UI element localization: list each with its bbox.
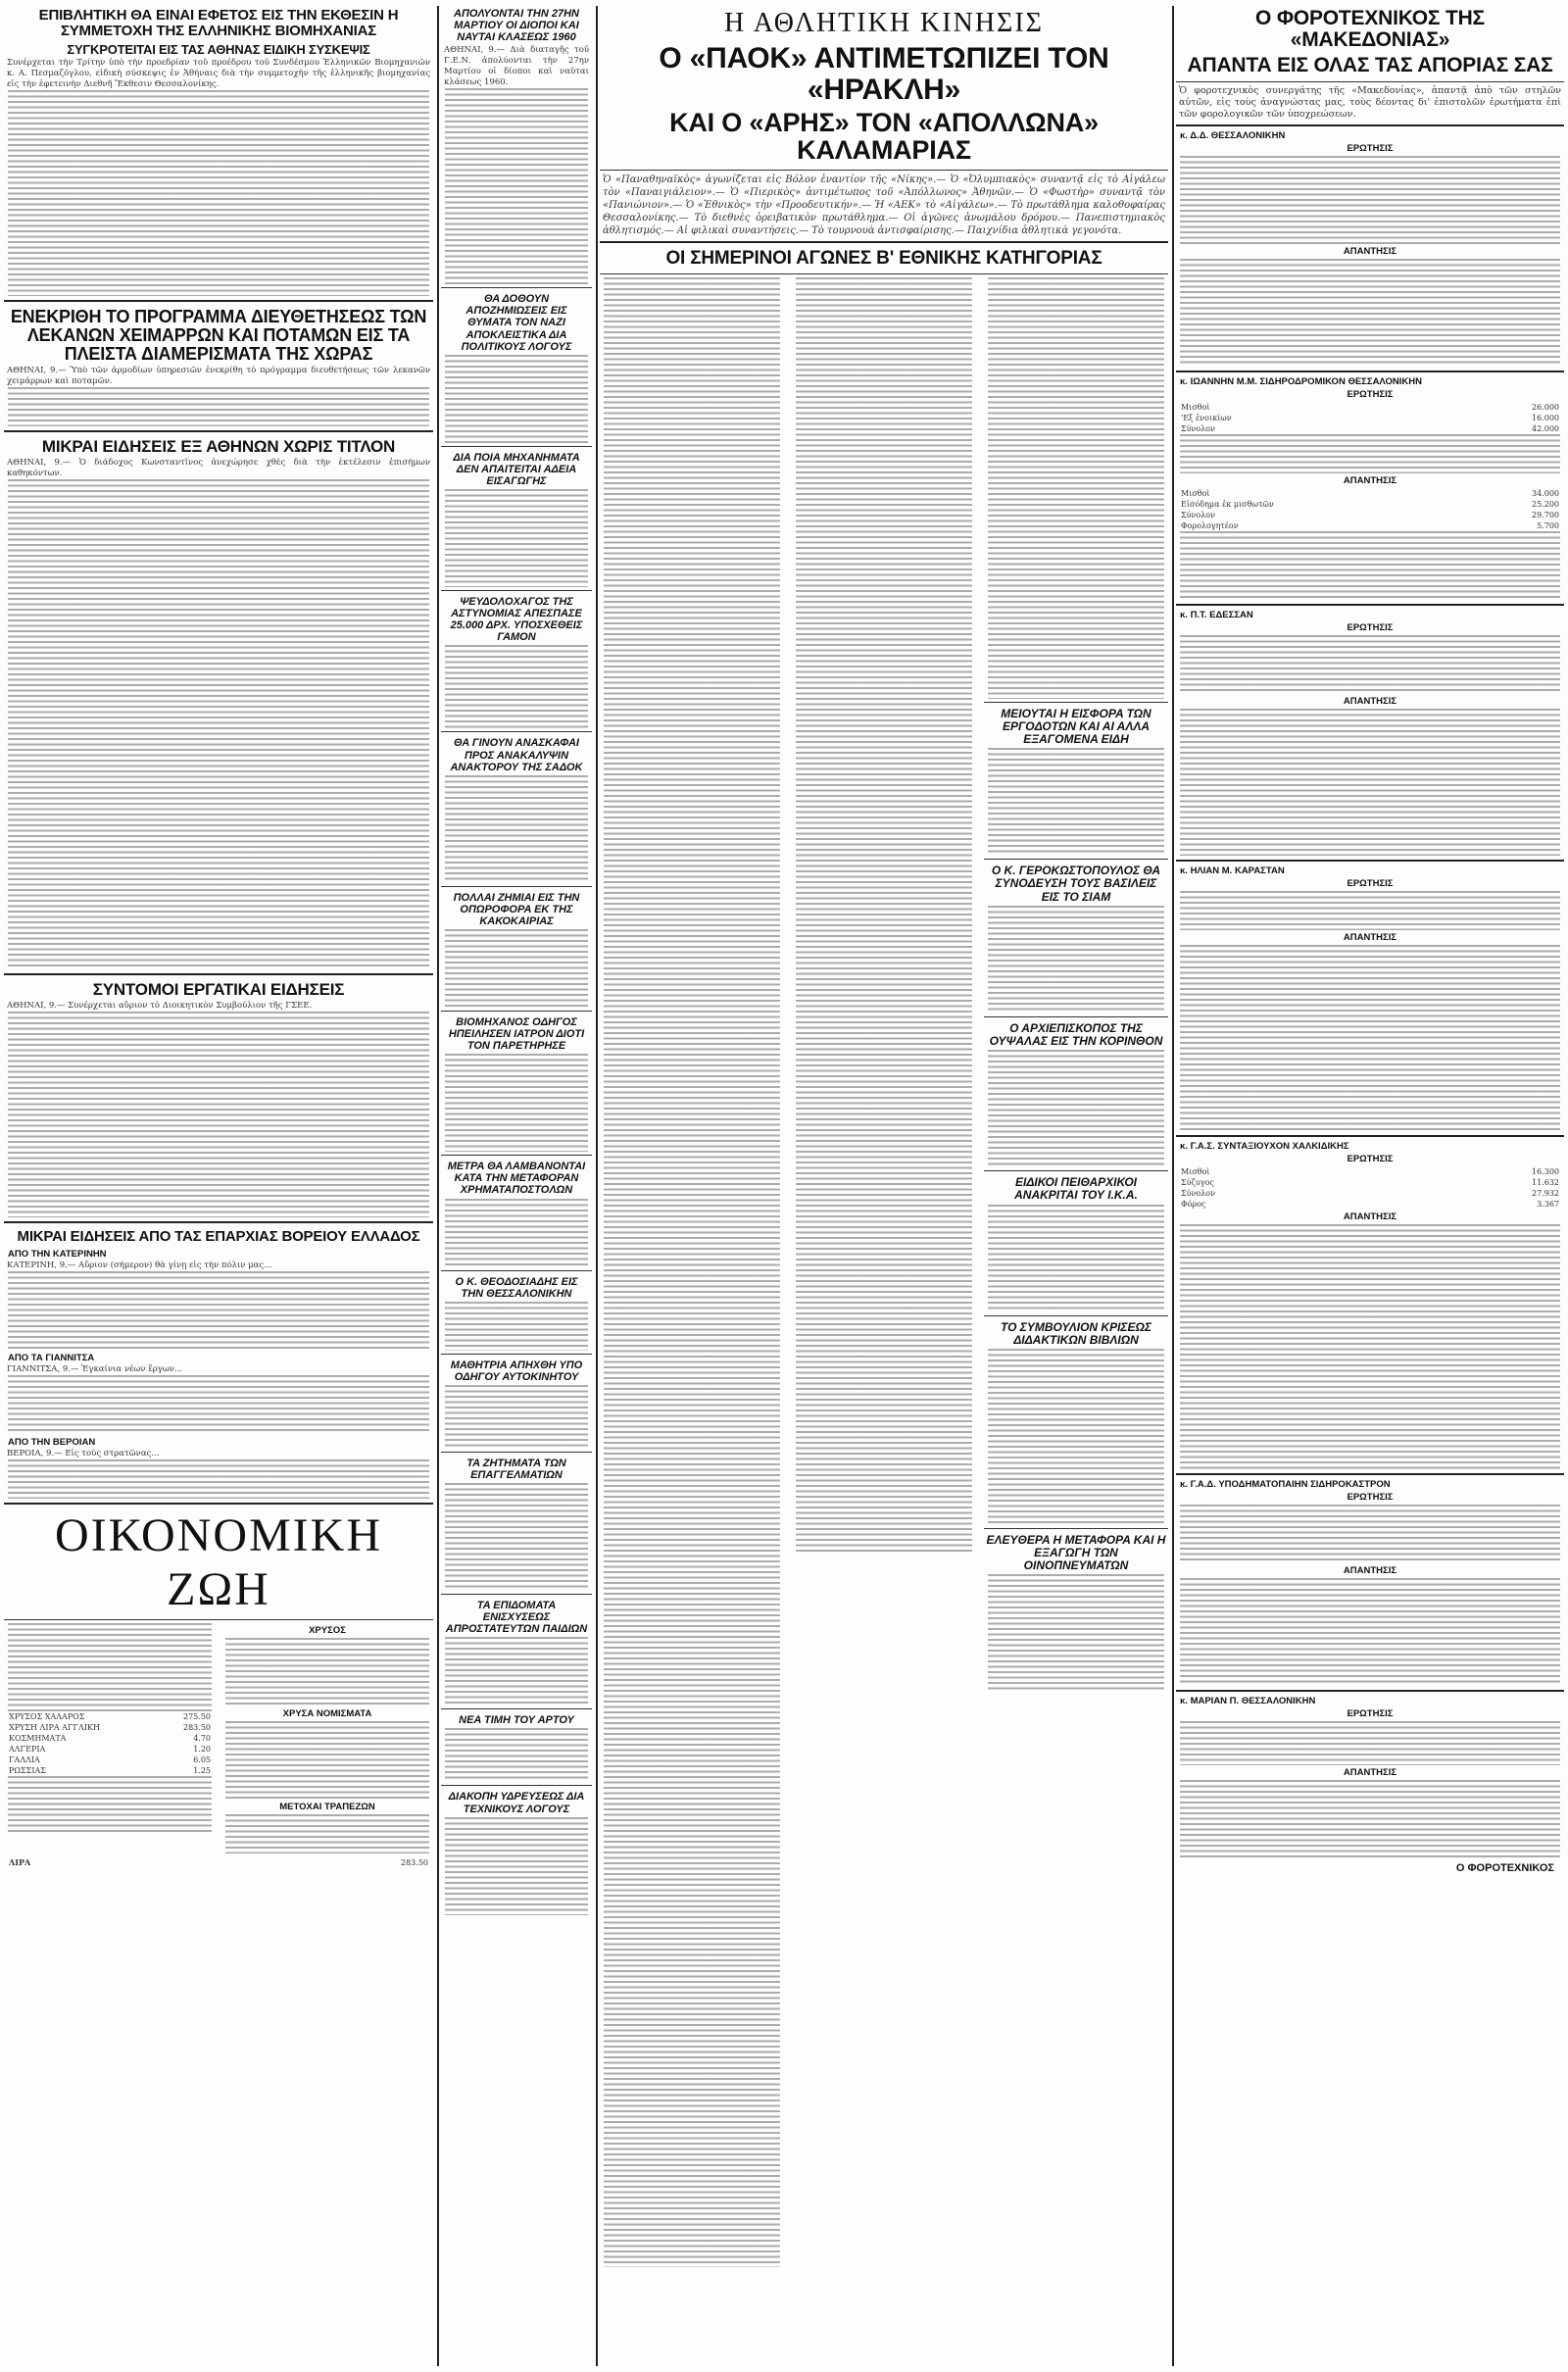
- sports-col-c: [984, 277, 1168, 2267]
- article-machinery-body: [445, 489, 588, 587]
- headline-exhibition: ΕΠΙΒΛΗΤΙΚΗ ΘΑ ΕΙΝΑΙ ΕΦΕΤΟΣ ΕΙΣ ΤΗΝ ΕΚΘΕΣΙΝ Η ΣΥΜΜΕΤΟΧΗ ΤΗΣ ΕΛΛΗΝΙΚΗΣ ΒΙΟΜΗΧΑΝΙΑΣ: [38, 7, 399, 39]
- row-value: 25.200: [1532, 500, 1559, 510]
- article-labor-body: [8, 1012, 429, 1217]
- row-value: 27.932: [1532, 1189, 1559, 1199]
- article-torrents-body: [8, 387, 429, 426]
- row-label: Σύνολον: [1181, 1189, 1215, 1199]
- row-value: 42.000: [1532, 424, 1559, 434]
- answer-text: [1180, 1224, 1560, 1469]
- answer-text: [1180, 945, 1560, 1131]
- row-label: ΓΑΛΛΙΑ: [9, 1755, 40, 1765]
- headline-ika: ΕΙΔΙΚΟΙ ΠΕΙΘΑΡΧΙΚΟΙ ΑΝΑΚΡΙΤΑΙ ΤΟΥ Ι.Κ.Α.: [1014, 1175, 1138, 1203]
- sports-body: [600, 277, 1168, 2267]
- headline-gerokostopoulos: Ο Κ. ΓΕΡΟΚΩΣΤΟΠΟΥΛΟΣ ΘΑ ΣΥΝΟΔΕΥΣΗ ΤΟΥΣ ΒΑΣΙΛΕΙΣ ΕΙΣ ΤΟ ΣΙΑΜ: [991, 864, 1161, 904]
- divider: [984, 859, 1168, 860]
- row-label: ΡΩΣΣΙΑΣ: [9, 1766, 46, 1776]
- article-spirits-body: [988, 1574, 1164, 1692]
- column-2: [441, 6, 592, 2366]
- article-water-cut-body: [445, 1817, 588, 1915]
- headline-paok: Ο «ΠΑΟΚ» ΑΝΤΙΜΕΤΩΠΙΖΕΙ ΤΟΝ «ΗΡΑΚΛΗ»: [659, 42, 1109, 106]
- headline-labor-news: ΣΥΝΤΟΜΟΙ ΕΡΓΑΤΙΚΑΙ ΕΙΔΗΣΕΙΣ: [92, 979, 345, 999]
- article-giannitsa-body: [8, 1375, 429, 1434]
- question-label: ΕΡΩΤΗΣΙΣ: [1347, 143, 1394, 155]
- tax-question-6: κ. Γ.Α.Δ. ΥΠΟΔΗΜΑΤΟΠΑΙΗΝ ΣΙΔΗΡΟΚΑΣΤΡΟΝ: [1180, 1479, 1391, 1491]
- table-row: [1181, 1166, 1559, 1177]
- row-value: 1.25: [193, 1766, 211, 1776]
- divider: [1176, 124, 1564, 126]
- table-row: [1181, 423, 1559, 434]
- divider: [441, 1452, 592, 1453]
- answer-text: [1180, 259, 1560, 367]
- article-katerini: ΚΑΤΕΡΙΝΗ, 9.— Αὔριον (σήμερον) θὰ γίνῃ εἰς τὴν πόλιν μας...: [7, 1260, 272, 1271]
- question-label: ΕΡΩΤΗΣΙΣ: [1347, 622, 1394, 634]
- headline-excavations: ΘΑ ΓΙΝΟΥΝ ΑΝΑΣΚΑΦΑΙ ΠΡΟΣ ΑΝΑΚΑΛΥΨΙΝ ΑΝΑΚΤΟΡΟΥ ΤΗΣ ΣΑΔΟΚ: [450, 737, 583, 773]
- headline-employer-contribution: ΜΕΙΟΥΤΑΙ Η ΕΙΣΦΟΡΑ ΤΩΝ ΕΡΓΟΔΟΤΩΝ ΚΑΙ ΑΙ ΑΛΛΑ ΕΞΑΓΟΜΕΝΑ ΕΙΔΗ: [1001, 706, 1152, 746]
- sports-text: [604, 277, 780, 2267]
- article-athens-brief-body: [8, 479, 429, 969]
- question-label: ΕΡΩΤΗΣΙΣ: [1347, 1154, 1394, 1165]
- subhead-giannitsa: ΑΠΟ ΤΑ ΓΙΑΝΝΙΤΣΑ: [8, 1353, 95, 1364]
- economic-life-masthead: ΟΙΚΟΝΟΜΙΚΗ ΖΩΗ: [55, 1509, 382, 1616]
- row-label: ΧΡΥΣΟΣ ΧΑΛΑΡΟΣ: [9, 1712, 85, 1722]
- economic-left: [4, 1623, 216, 1853]
- article-exhibition-lead: Συνέρχεται τὴν Τρίτην ὑπὸ τὴν προεδρίαν τοῦ προέδρου τοῦ Συνδέσμου Ἑλληνικῶν Βιομηχανιῶν κ. Α. Πεσμαζόγλου, εἰδικὴ σύσκεψις ἐν Ἀθήναις διὰ τὴν συμμετοχὴν τῆς ἑλληνικῆς βιομηχανίας εἰς τὴν ἐφετεινὴν Διεθνῆ Ἔκθεσιν Θεσσαλονίκης.: [7, 58, 430, 90]
- bank-shares-text: [225, 1814, 429, 1853]
- sports-text: [988, 277, 1164, 699]
- tax-question-5: κ. Γ.Α.Σ. ΣΥΝΤΑΞΙΟΥΧΟΝ ΧΑΛΚΙΔΙΚΗΣ: [1180, 1141, 1349, 1153]
- article-sailors-body: [445, 88, 588, 284]
- row-label: Εἰσόδημα ἐκ μισθωτῶν: [1181, 500, 1274, 510]
- divider: [1176, 81, 1564, 82]
- headline-spirits: ΕΛΕΥΘΕΡΑ Η ΜΕΤΑΦΟΡΑ ΚΑΙ Η ΕΞΑΓΩΓΗ ΤΩΝ ΟΙΝΟΠΝΕΥΜΑΤΩΝ: [986, 1532, 1166, 1573]
- tax-question-7: κ. ΜΑΡΙΑΝ Π. ΘΕΣΣΑΛΟΝΙΚΗΝ: [1180, 1696, 1316, 1707]
- divider: [441, 1708, 592, 1709]
- divider: [600, 170, 1168, 171]
- economic-text: [8, 1776, 212, 1835]
- headline-aris: ΚΑΙ Ο «ΑΡΗΣ» ΤΟΝ «ΑΠΟΛΛΩΝΑ» ΚΑΛΑΜΑΡΙΑΣ: [669, 108, 1099, 166]
- row-value: 26.000: [1532, 403, 1559, 413]
- gold-heading: ΧΡΥΣΟΣ: [309, 1625, 346, 1637]
- economic-text: [8, 1623, 212, 1711]
- lira-label: ΛΙΡΑ: [9, 1857, 31, 1868]
- answer-label: ΑΠΑΝΤΗΣΙΣ: [1343, 696, 1397, 708]
- row-label: Φόρος: [1181, 1200, 1206, 1210]
- table-row: [1181, 510, 1559, 520]
- answer-label: ΑΠΑΝΤΗΣΙΣ: [1343, 1565, 1397, 1577]
- table-row: [1181, 413, 1559, 423]
- divider: [441, 1270, 592, 1271]
- divider: [984, 1528, 1168, 1529]
- sports-text: [796, 277, 972, 1552]
- table-row: [9, 1711, 211, 1722]
- divider: [441, 590, 592, 591]
- article-athens-brief-lead: ΑΘΗΝΑΙ, 9.— Ὁ διάδοχος Κωνσταντῖνος ἀνεχώρησε χθὲς διὰ τὴν ἐκτέλεσιν ἐπισήμων καθηκόντων.: [7, 457, 430, 478]
- question-label: ΕΡΩΤΗΣΙΣ: [1347, 1492, 1394, 1504]
- answer-label: ΑΠΑΝΤΗΣΙΣ: [1343, 932, 1397, 944]
- article-ika-body: [988, 1205, 1164, 1312]
- table-row: [1181, 488, 1559, 499]
- divider: [4, 1619, 433, 1620]
- article-veroia-body: [8, 1459, 429, 1499]
- answer-text: [1180, 531, 1560, 600]
- row-value: 275.50: [183, 1712, 211, 1722]
- sports-col-b: [792, 277, 976, 2267]
- table-row: [9, 1722, 211, 1733]
- row-label: Σύνολον: [1181, 511, 1215, 520]
- question-label: ΕΡΩΤΗΣΙΣ: [1347, 1708, 1394, 1720]
- divider: [984, 1016, 1168, 1017]
- divider: [984, 1170, 1168, 1171]
- article-nazi-body: [445, 355, 588, 443]
- headline-north-greece: ΜΙΚΡΑΙ ΕΙΔΗΣΕΙΣ ΑΠΟ ΤΑΣ ΕΠΑΡΧΙΑΣ ΒΟΡΕΙΟΥ ΕΛΛΑΔΟΣ: [17, 1227, 420, 1245]
- article-veroia: ΒΕΡΟΙΑ, 9.— Εἰς τοὺς στρατῶνας...: [7, 1449, 160, 1459]
- bank-shares-heading: ΜΕΤΟΧΑΙ ΤΡΑΠΕΖΩΝ: [279, 1802, 375, 1813]
- sports-lead: Ὁ «Παναθηναϊκὸς» ἀγωνίζεται εἰς Βόλον ἐναντίον τῆς «Νίκης».— Ὁ «Ὀλυμπιακὸς» συναντᾷ εἰς τὸ Αἰγάλεω τὸν «Παναιγιάλειον».— Ὁ «Πιερικὸς» ἀντιμέτωπος τοῦ «Ἀπόλλωνος» Ἀθηνῶν.— Ὁ «Φωστὴρ» συναντᾷ τὸν «Πανιώνιον».— Ὁ «Ἐθνικὸς» τὴν «Προοδευτικήν».— Ἡ «ΑΕΚ» τὸ «Αἰγάλεω».— Τὸ πρωτάθλημα καλοθοφαίρας Θεσσαλονίκης.— Τὸ διεθνὲς ὁρειβατικὸν πρωτάθλημα.— Οἱ ἀγῶνες ἀνωμάλου δρόμου.— Πανεπιστημιακὸς ἀθλητισμός.— Αἱ φιλικαὶ συναντήσεις.— Τὸ τουρνουὰ ἀντισφαίρισης.— Παιχνίδια ἀθλητικὰ γεγονότα.: [603, 173, 1165, 236]
- article-labor-lead: ΑΘΗΝΑΙ, 9.— Συνέρχεται αὔριον τὸ Διοικητικὸν Συμβούλιον τῆς ΓΣΕΕ.: [7, 1000, 313, 1011]
- subheadline-tax-expert: ΑΠΑΝΤΑ ΕΙΣ ΟΛΑΣ ΤΑΣ ΑΠΟΡΙΑΣ ΣΑΣ: [1187, 54, 1553, 77]
- answer-text: [1180, 1578, 1560, 1686]
- headline-child-allowances: ΤΑ ΕΠΙΔΟΜΑΤΑ ΕΝΙΣΧΥΣΕΩΣ ΑΠΡΟΣΤΑΤΕΥΤΩΝ ΠΑΙΔΙΩΝ: [445, 1600, 588, 1636]
- article-fake-lieutenant-body: [445, 645, 588, 728]
- headline-sailors: ΑΠΟΛΥΟΝΤΑΙ ΤΗΝ 27ΗΝ ΜΑΡΤΙΟΥ ΟΙ ΔΙΟΠΟΙ ΚΑΙ ΝΑΥΤΑΙ ΚΛΑΣΕΩΣ 1960: [454, 8, 579, 44]
- article-child-allowances-body: [445, 1637, 588, 1705]
- exchange-rates: [4, 1711, 216, 1776]
- answer-label: ΑΠΑΝΤΗΣΙΣ: [1343, 246, 1397, 258]
- divider: [441, 1594, 592, 1595]
- article-excavations-body: [445, 775, 588, 883]
- answer-text: [1180, 709, 1560, 856]
- subheadline-exhibition: ΣΥΓΚΡΟΤΕΙΤΑΙ ΕΙΣ ΤΑΣ ΑΘΗΝΑΣ ΕΙΔΙΚΗ ΣΥΣΚΕΨΙΣ: [67, 41, 370, 57]
- divider: [1176, 1690, 1564, 1692]
- headline-b-national: ΟΙ ΣΗΜΕΡΙΝΟΙ ΑΓΩΝΕΣ Β' ΕΘΝΙΚΗΣ ΚΑΤΗΓΟΡΙΑΣ: [665, 247, 1102, 269]
- income-table-a: [1176, 402, 1564, 434]
- divider: [441, 1155, 592, 1156]
- divider: [4, 300, 433, 302]
- lira-value: 283.50: [401, 1858, 428, 1868]
- economic-right: [221, 1623, 433, 1853]
- row-value: 4.70: [193, 1734, 211, 1744]
- headline-bread-price: ΝΕΑ ΤΙΜΗ ΤΟΥ ΑΡΤΟΥ: [459, 1714, 574, 1727]
- economic-section: [4, 1623, 433, 1853]
- question-text: [1180, 1721, 1560, 1765]
- headline-fake-lieutenant: ΨΕΥΔΟΛΟΧΑΓΟΣ ΤΗΣ ΑΣΤΥΝΟΜΙΑΣ ΑΠΕΣΠΑΣΕ 25.000 ΔΡΧ. ΥΠΟΣΧΕΘΕΙΣ ΓΑΜΟΝ: [450, 596, 583, 644]
- column-divider: [596, 6, 598, 2366]
- sports-section-title: Η ΑΘΛΗΤΙΚΗ ΚΙΝΗΣΙΣ: [724, 8, 1044, 38]
- divider: [441, 287, 592, 288]
- column-divider: [1172, 6, 1174, 2366]
- article-exhibition-body: [8, 90, 429, 296]
- divider: [441, 886, 592, 887]
- tax-expert-signature: Ο ΦΟΡΟΤΕΧΝΙΚΟΣ: [1455, 1862, 1554, 1875]
- divider: [600, 241, 1168, 243]
- question-text: [1180, 434, 1560, 473]
- row-label: Σύνολον: [1181, 424, 1215, 434]
- row-value: 283.50: [183, 1723, 211, 1733]
- row-value: 16.300: [1532, 1167, 1559, 1177]
- gold-text: [225, 1638, 429, 1706]
- article-gerokostopoulos-body: [988, 906, 1164, 1013]
- row-value: 6.05: [193, 1755, 211, 1765]
- row-value: 5.700: [1537, 521, 1559, 531]
- column-divider: [437, 6, 439, 2366]
- table-row: [9, 1765, 211, 1776]
- article-bread-price-body: [445, 1728, 588, 1782]
- headline-crop-damage: ΠΟΛΛΑΙ ΖΗΜΙΑΙ ΕΙΣ ΤΗΝ ΟΠΩΡΟΦΟΡΑ ΕΚ ΤΗΣ ΚΑΚΟΚΑΙΡΙΑΣ: [453, 891, 580, 927]
- divider: [4, 1221, 433, 1223]
- lira-row: [4, 1857, 433, 1868]
- article-contribution-body: [988, 748, 1164, 856]
- row-value: 11.632: [1532, 1178, 1559, 1188]
- headline-water-cut: ΔΙΑΚΟΠΗ ΥΔΡΕΥΣΕΩΣ ΔΙΑ ΤΕΧΝΙΚΟΥΣ ΛΟΓΟΥΣ: [448, 1791, 585, 1815]
- question-text: [1180, 1505, 1560, 1563]
- headline-industrialist-driver: ΒΙΟΜΗΧΑΝΟΣ ΟΔΗΓΟΣ ΗΠΕΙΛΗΣΕΝ ΙΑΤΡΟΝ ΔΙΟΤΙ ΤΟΝ ΠΑΡΕΤΗΡΗΣΕ: [448, 1015, 585, 1053]
- row-value: 1.20: [193, 1745, 211, 1754]
- question-text: [1180, 635, 1560, 694]
- headline-theodosiadis: Ο Κ. ΘΕΟΔΟΣΙΑΔΗΣ ΕΙΣ ΤΗΝ ΘΕΣΣΑΛΟΝΙΚΗΝ: [455, 1275, 578, 1300]
- column-4: [1176, 6, 1564, 2366]
- divider: [600, 273, 1168, 274]
- tax-question-1: κ. Δ.Δ. ΘΕΣΣΑΛΟΝΙΚΗΝ: [1180, 130, 1286, 142]
- headline-uppsala: Ο ΑΡΧΙΕΠΙΣΚΟΠΟΣ ΤΗΣ ΟΥΨΑΛΑΣ ΕΙΣ ΤΗΝ ΚΟΡΙΝΘΟΝ: [989, 1020, 1163, 1048]
- sports-col-a: [600, 277, 784, 2267]
- table-row: [9, 1733, 211, 1744]
- subhead-veroia: ΑΠΟ ΤΗΝ ΒΕΡΟΙΑΝ: [8, 1437, 96, 1449]
- tax-intro: Ὁ φοροτεχνικὸς συνεργάτης τῆς «Μακεδονίας», ἀπαντᾷ ἀπὸ τῶν στηλῶν αὐτῶν, εἰς τοὺς ἀναγνώστας μας, τοὺς δέοντας δι' ἐπιστολῶν ἐρωτήματα ἐπὶ τῶν φορολογικῶν τῶν ὑποχρεώσεων.: [1179, 85, 1561, 121]
- row-label: ΚΟΣΜΗΜΑΤΑ: [9, 1734, 67, 1744]
- row-label: Μισθοὶ: [1181, 489, 1210, 499]
- headline-professionals: ΤΑ ΖΗΤΗΜΑΤΑ ΤΩΝ ΕΠΑΓΓΕΛΜΑΤΙΩΝ: [466, 1457, 566, 1481]
- gold-coins-heading: ΧΡΥΣΑ ΝΟΜΙΣΜΑΤΑ: [282, 1708, 372, 1720]
- row-label: Μισθοὶ: [1181, 1167, 1210, 1177]
- headline-athens-brief: ΜΙΚΡΑΙ ΕΙΔΗΣΕΙΣ ΕΞ ΑΘΗΝΩΝ ΧΩΡΙΣ ΤΙΤΛΟΝ: [41, 436, 396, 456]
- row-label: Μισθοὶ: [1181, 403, 1210, 413]
- divider: [441, 1785, 592, 1786]
- divider: [1176, 604, 1564, 606]
- answer-label: ΑΠΑΝΤΗΣΙΣ: [1343, 475, 1397, 487]
- table-row: [1181, 1177, 1559, 1188]
- tax-question-2: κ. ΙΩΑΝΝΗΝ Μ.Μ. ΣΙΔΗΡΟΔΡΟΜΙΚΟΝ ΘΕΣΣΑΛΟΝΙΚΗΝ: [1180, 376, 1422, 388]
- article-theodosiadis-body: [445, 1302, 588, 1351]
- divider: [984, 1315, 1168, 1316]
- row-value: 3.367: [1537, 1200, 1559, 1210]
- divider: [441, 1011, 592, 1012]
- divider: [1176, 1135, 1564, 1137]
- row-label: 'Εξ ἐνοικίων: [1181, 414, 1232, 423]
- article-professionals-body: [445, 1483, 588, 1591]
- column-3: [600, 6, 1168, 2366]
- question-label: ΕΡΩΤΗΣΙΣ: [1347, 389, 1394, 401]
- divider: [4, 430, 433, 432]
- answer-label: ΑΠΑΝΤΗΣΙΣ: [1343, 1767, 1397, 1779]
- tax-question-3: κ. Π.Τ. ΕΔΕΣΣΑΝ: [1180, 610, 1253, 621]
- table-row: [1181, 1188, 1559, 1199]
- table-row: [1181, 499, 1559, 510]
- divider: [4, 1503, 433, 1505]
- question-label: ΕΡΩΤΗΣΙΣ: [1347, 878, 1394, 890]
- headline-student-abducted: ΜΑΘΗΤΡΙΑ ΑΠΗΧΘΗ ΥΠΟ ΟΔΗΓΟΥ ΑΥΤΟΚΙΝΗΤΟΥ: [450, 1359, 583, 1383]
- answer-text: [1180, 1780, 1560, 1858]
- row-label: ΑΛΓΕΡΙΑ: [9, 1745, 46, 1754]
- headline-machinery: ΔΙΑ ΠΟΙΑ ΜΗΧΑΝΗΜΑΤΑ ΔΕΝ ΑΠΑΙΤΕΙΤΑΙ ΑΔΕΙΑ ΕΙΣΑΓΩΓΗΣ: [453, 451, 580, 487]
- divider: [441, 731, 592, 732]
- article-uppsala-body: [988, 1050, 1164, 1167]
- divider: [1176, 860, 1564, 862]
- headline-torrents: ΕΝΕΚΡΙΘΗ ΤΟ ΠΡΟΓΡΑΜΜΑ ΔΙΕΥΘΕΤΗΣΕΩΣ ΤΩΝ ΛΕΚΑΝΩΝ ΧΕΙΜΑΡΡΩΝ ΚΑΙ ΠΟΤΑΜΩΝ ΕΙΣ ΤΑ ΠΛΕΙΣΤΑ ΔΙΑΜΕΡΙΣΜΑΤΑ ΤΗΣ ΧΩΡΑΣ: [10, 307, 427, 364]
- row-value: 29.700: [1532, 511, 1559, 520]
- table-row: [9, 1754, 211, 1765]
- article-sailors-lead: ΑΘΗΝΑΙ, 9.— Διὰ διαταγῆς τοῦ Γ.Ε.Ν. ἀπολύονται τὴν 27ην Μαρτίου οἱ δίοποι καὶ ναῦται κλάσεως 1960.: [444, 45, 589, 88]
- table-row: [9, 1744, 211, 1754]
- table-row: [1181, 1199, 1559, 1210]
- article-crop-damage-body: [445, 929, 588, 1008]
- article-textbooks-body: [988, 1349, 1164, 1525]
- divider: [1176, 1473, 1564, 1475]
- table-row: [1181, 520, 1559, 531]
- row-value: 16.000: [1532, 414, 1559, 423]
- headline-tax-expert: Ο ΦΟΡΟΤΕΧΝΙΚΟΣ ΤΗΣ «ΜΑΚΕΔΟΝΙΑΣ»: [1255, 7, 1485, 52]
- income-table-b: [1176, 488, 1564, 531]
- table-row: [1181, 402, 1559, 413]
- answer-label: ΑΠΑΝΤΗΣΙΣ: [1343, 1211, 1397, 1223]
- divider: [984, 702, 1168, 703]
- divider: [1176, 371, 1564, 372]
- divider: [4, 973, 433, 975]
- tax-question-4: κ. ΗΛΙΑΝ Μ. ΚΑΡΑΣΤΑΝ: [1180, 865, 1285, 877]
- income-table-c: [1176, 1166, 1564, 1210]
- headline-textbooks: ΤΟ ΣΥΜΒΟΥΛΙΟΝ ΚΡΙΣΕΩΣ ΔΙΔΑΚΤΙΚΩΝ ΒΙΒΛΙΩΝ: [1001, 1319, 1152, 1347]
- column-1: [4, 6, 433, 2366]
- article-katerini-body: [8, 1271, 429, 1350]
- subhead-katerini: ΑΠΟ ΤΗΝ ΚΑΤΕΡΙΝΗΝ: [8, 1249, 107, 1260]
- divider: [441, 1354, 592, 1355]
- row-label: ΧΡΥΣΗ ΛΙΡΑ ΑΓΓΛΙΚΗ: [9, 1723, 100, 1733]
- article-industrialist-body: [445, 1054, 588, 1152]
- row-value: 34.000: [1532, 489, 1559, 499]
- divider: [441, 446, 592, 447]
- article-torrents-lead: ΑΘΗΝΑΙ, 9.— Ὑπὸ τῶν ἁρμοδίων ὑπηρεσιῶν ἐνεκρίθη τὸ πρόγραμμα διευθετήσεως τῶν λεκανῶν χειμάρρων καὶ ποταμῶν.: [7, 365, 430, 386]
- question-text: [1180, 156, 1560, 244]
- gold-coins-text: [225, 1721, 429, 1800]
- headline-nazi-compensation: ΘΑ ΔΟΘΟΥΝ ΑΠΟΖΗΜΙΩΣΕΙΣ ΕΙΣ ΘΥΜΑΤΑ ΤΟΝ ΝΑΖΙ ΑΠΟΚΛΕΙΣΤΙΚΑ ΔΙΑ ΠΟΛΙΤΙΚΟΥΣ ΛΟΓΟΥΣ: [461, 293, 572, 353]
- row-label: Φορολογητέον: [1181, 521, 1239, 531]
- article-student-body: [445, 1385, 588, 1449]
- headline-money-transport: ΜΕΤΡΑ ΘΑ ΛΑΜΒΑΝΟΝΤΑΙ ΚΑΤΑ ΤΗΝ ΜΕΤΑΦΟΡΑΝ ΧΡΗΜΑΤΑΠΟΣΤΟΛΩΝ: [447, 1161, 586, 1197]
- article-money-transport-body: [445, 1199, 588, 1267]
- article-giannitsa: ΓΙΑΝΝΙΤΣΑ, 9.— Ἐγκαίνια νέων ἔργων...: [7, 1364, 183, 1375]
- row-label: Σύζυγος: [1181, 1178, 1214, 1188]
- question-text: [1180, 891, 1560, 930]
